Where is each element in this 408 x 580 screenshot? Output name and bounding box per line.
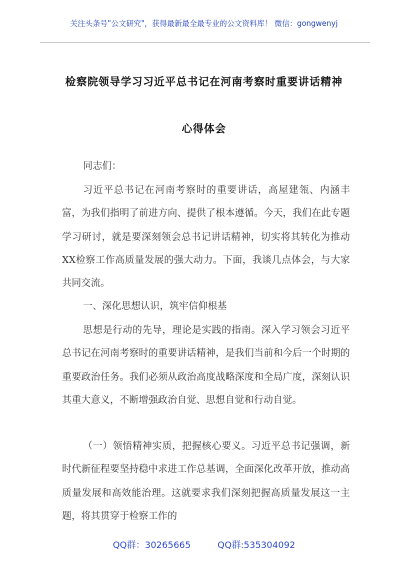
paragraph-section-1: 思想是行动的先导，理论是实践的指南。深入学习领会习近平总书记在河南考察时的重要讲话精神，是我们当前和今后一个时期的重要政治任务。我们必须从政治高度战略深度和全局广度，深刻认识其重大意义，不断增强政治自觉、思想自觉和行动自觉。 — [62, 325, 350, 406]
document-title: 检察院领导学习习近平总书记在河南考察时重要讲话精神 — [65, 76, 343, 88]
section-heading-1: 一、深化思想认识，筑牢信仰根基 — [83, 301, 227, 312]
paragraph-intro: 习近平总书记在河南考察时的重要讲话，高屋建瓴、内涵丰富，为我们指明了前进方向、提供了根本遵循。今天，我们在此专题学习研讨，就是要深刻领会总书记讲话精神，切实将其转化为推动XX检察工作高质量发展的强大动力。下面，我谈几点体会，与大家共同交流。 — [62, 185, 350, 290]
footer-qq-group-2: QQ群:535304092 — [217, 541, 296, 551]
footer-qq-group-1: QQ群：30265665 — [112, 541, 191, 551]
header-divider — [40, 42, 370, 43]
greeting: 同志们： — [83, 161, 122, 172]
header-banner: 关注头条号"公文研究"，获得最新最全最专业的公文资料库！ 微信：gongwenyj — [70, 19, 338, 28]
footer — [0, 538, 408, 551]
document-subtitle: 心得体会 — [181, 123, 227, 135]
paragraph-subsection-1: （一）领悟精神实质，把握核心要义。习近平总书记强调，新时代新征程要坚持稳中求进工作总基调，全面深化改革开放，推动高质量发展和高效能治理。这就要求我们深刻把握高质量发展这一主题，将其贯穿于检察工作的 — [62, 441, 350, 522]
